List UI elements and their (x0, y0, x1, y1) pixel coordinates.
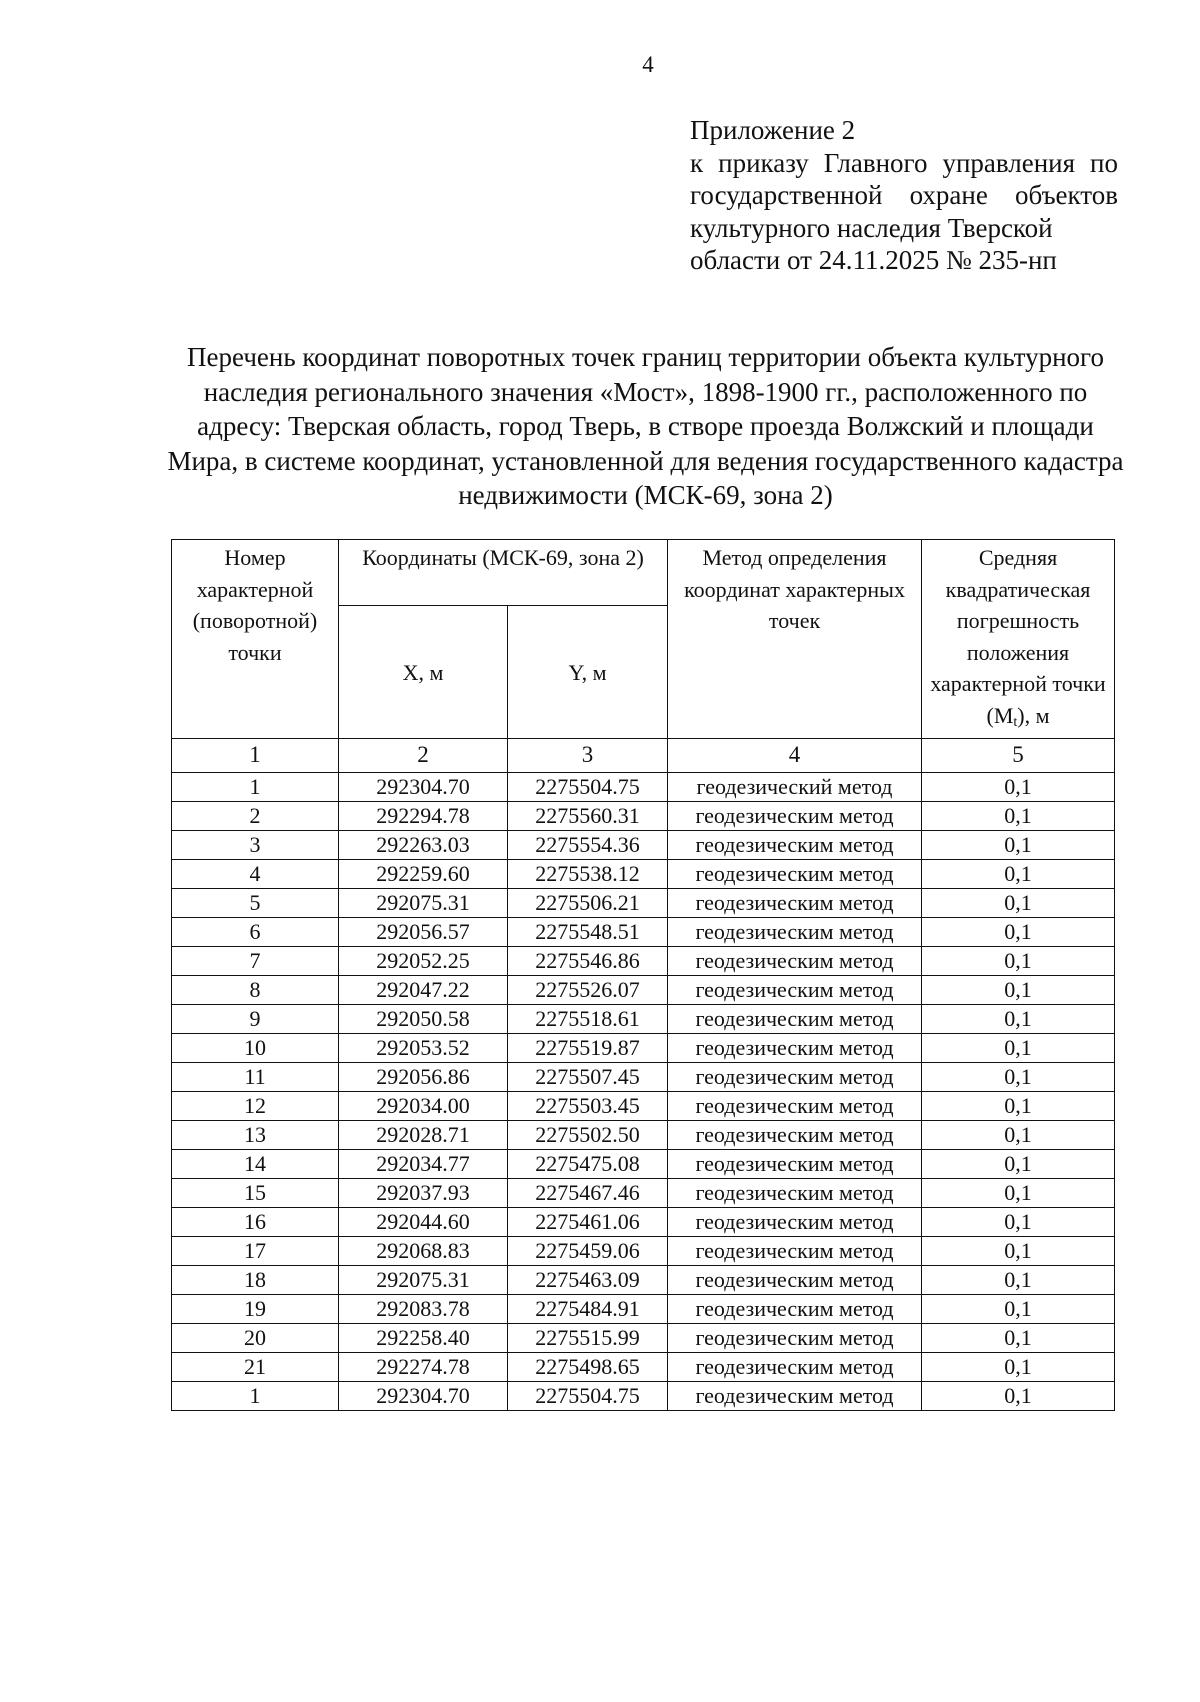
header-error-main: Средняя квадратическая погрешность положения характерной точки (M (930, 545, 1106, 728)
header-error (922, 540, 1115, 739)
table-row (172, 802, 1115, 831)
table-row (172, 1208, 1115, 1237)
y-coordinate-cell: 2275467.46 (508, 1179, 668, 1208)
method-cell: геодезическим метод (668, 1382, 922, 1411)
point-number-cell: 14 (172, 1150, 339, 1179)
header-method: Метод определения координат характерных точек (668, 540, 922, 739)
point-number-cell: 2 (172, 802, 339, 831)
method-cell: геодезическим метод (668, 1266, 922, 1295)
y-coordinate-cell: 2275507.45 (508, 1063, 668, 1092)
method-cell: геодезическим метод (668, 831, 922, 860)
table-row (172, 1237, 1115, 1266)
table-row (172, 947, 1115, 976)
x-coordinate-cell: 292056.86 (339, 1063, 508, 1092)
error-cell: 0,1 (922, 860, 1115, 889)
x-coordinate-cell: 292044.60 (339, 1208, 508, 1237)
column-number: 1 (172, 739, 339, 773)
method-cell: геодезическим метод (668, 802, 922, 831)
x-coordinate-cell: 292034.77 (339, 1150, 508, 1179)
y-coordinate-cell: 2275519.87 (508, 1034, 668, 1063)
column-number: 3 (508, 739, 668, 773)
point-number-cell: 1 (172, 1382, 339, 1411)
method-cell: геодезическим метод (668, 1034, 922, 1063)
y-coordinate-cell: 2275463.09 (508, 1266, 668, 1295)
error-cell: 0,1 (922, 918, 1115, 947)
error-cell: 0,1 (922, 889, 1115, 918)
table-row (172, 773, 1115, 802)
method-cell: геодезическим метод (668, 889, 922, 918)
y-coordinate-cell: 2275546.86 (508, 947, 668, 976)
column-number-row (172, 739, 1115, 773)
error-cell: 0,1 (922, 802, 1115, 831)
point-number-cell: 15 (172, 1179, 339, 1208)
x-coordinate-cell: 292050.58 (339, 1005, 508, 1034)
x-coordinate-cell: 292028.71 (339, 1121, 508, 1150)
x-coordinate-cell: 292304.70 (339, 1382, 508, 1411)
method-cell: геодезическим метод (668, 860, 922, 889)
y-coordinate-cell: 2275560.31 (508, 802, 668, 831)
error-cell: 0,1 (922, 947, 1115, 976)
error-cell: 0,1 (922, 773, 1115, 802)
method-cell: геодезическим метод (668, 1179, 922, 1208)
y-coordinate-cell: 2275503.45 (508, 1092, 668, 1121)
y-coordinate-cell: 2275518.61 (508, 1005, 668, 1034)
method-cell: геодезическим метод (668, 1237, 922, 1266)
appendix-body: к приказу Главного управления по государственной охране объектов культурного наследия Тверской (690, 147, 1118, 243)
table-row (172, 1266, 1115, 1295)
point-number-cell: 3 (172, 831, 339, 860)
method-cell: геодезическим метод (668, 1150, 922, 1179)
x-coordinate-cell: 292075.31 (339, 889, 508, 918)
point-number-cell: 11 (172, 1063, 339, 1092)
method-cell: геодезическим метод (668, 1353, 922, 1382)
y-coordinate-cell: 2275506.21 (508, 889, 668, 918)
header-coordinates: Координаты (МСК-69, зона 2) (339, 540, 668, 606)
x-coordinate-cell: 292056.57 (339, 918, 508, 947)
y-coordinate-cell: 2275515.99 (508, 1324, 668, 1353)
table-row (172, 860, 1115, 889)
page-number: 4 (642, 52, 654, 77)
table-row (172, 1092, 1115, 1121)
method-cell: геодезический метод (668, 773, 922, 802)
header-x: X, м (339, 605, 508, 738)
x-coordinate-cell: 292053.52 (339, 1034, 508, 1063)
x-coordinate-cell: 292068.83 (339, 1237, 508, 1266)
x-coordinate-cell: 292258.40 (339, 1324, 508, 1353)
point-number-cell: 17 (172, 1237, 339, 1266)
document-title: Перечень координат поворотных точек границ территории объекта культурного наследия регионального значения «Мост», 1898-1900 гг., расположенного по адресу: Тверская область, город Тверь, в створе проезда Волжский и площади Мира, в системе координат, установленной для ведения государственного кадастра недвижимости (МСК-69, зона 2) (167, 342, 1124, 510)
error-cell: 0,1 (922, 1237, 1115, 1266)
point-number-cell: 18 (172, 1266, 339, 1295)
error-cell: 0,1 (922, 1121, 1115, 1150)
error-cell: 0,1 (922, 831, 1115, 860)
method-cell: геодезическим метод (668, 1324, 922, 1353)
error-cell: 0,1 (922, 1092, 1115, 1121)
header-error-tail: ), м (1017, 702, 1050, 728)
x-coordinate-cell: 292047.22 (339, 976, 508, 1005)
table-row (172, 1353, 1115, 1382)
table-row (172, 1063, 1115, 1092)
y-coordinate-cell: 2275504.75 (508, 1382, 668, 1411)
y-coordinate-cell: 2275459.06 (508, 1237, 668, 1266)
point-number-cell: 9 (172, 1005, 339, 1034)
x-coordinate-cell: 292034.00 (339, 1092, 508, 1121)
x-coordinate-cell: 292259.60 (339, 860, 508, 889)
column-number: 5 (922, 739, 1115, 773)
column-number: 4 (668, 739, 922, 773)
x-coordinate-cell: 292052.25 (339, 947, 508, 976)
point-number-cell: 19 (172, 1295, 339, 1324)
column-number: 2 (339, 739, 508, 773)
error-cell: 0,1 (922, 1063, 1115, 1092)
y-coordinate-cell: 2275484.91 (508, 1295, 668, 1324)
appendix-label: Приложение 2 (690, 115, 856, 145)
error-cell: 0,1 (922, 976, 1115, 1005)
method-cell: геодезическим метод (668, 1005, 922, 1034)
point-number-cell: 12 (172, 1092, 339, 1121)
header-y: Y, м (508, 605, 668, 738)
error-cell: 0,1 (922, 1295, 1115, 1324)
error-cell: 0,1 (922, 1382, 1115, 1411)
method-cell: геодезическим метод (668, 1295, 922, 1324)
error-cell: 0,1 (922, 1324, 1115, 1353)
error-cell: 0,1 (922, 1266, 1115, 1295)
table-row (172, 1121, 1115, 1150)
method-cell: геодезическим метод (668, 1063, 922, 1092)
y-coordinate-cell: 2275502.50 (508, 1121, 668, 1150)
error-cell: 0,1 (922, 1150, 1115, 1179)
point-number-cell: 21 (172, 1353, 339, 1382)
header-error-sub: t (1013, 714, 1018, 730)
point-number-cell: 7 (172, 947, 339, 976)
x-coordinate-cell: 292075.31 (339, 1266, 508, 1295)
point-number-cell: 8 (172, 976, 339, 1005)
point-number-cell: 16 (172, 1208, 339, 1237)
appendix-header (690, 114, 1118, 277)
point-number-cell: 6 (172, 918, 339, 947)
table-row (172, 831, 1115, 860)
point-number-cell: 4 (172, 860, 339, 889)
y-coordinate-cell: 2275554.36 (508, 831, 668, 860)
method-cell: геодезическим метод (668, 1092, 922, 1121)
point-number-cell: 5 (172, 889, 339, 918)
point-number-cell: 1 (172, 773, 339, 802)
error-cell: 0,1 (922, 1034, 1115, 1063)
table-row (172, 1034, 1115, 1063)
appendix-order-date: области от 24.11.2025 № 235-нп (690, 245, 1057, 275)
method-cell: геодезическим метод (668, 918, 922, 947)
point-number-cell: 20 (172, 1324, 339, 1353)
error-cell: 0,1 (922, 1208, 1115, 1237)
table-row (172, 918, 1115, 947)
coordinates-table (171, 539, 1115, 1411)
y-coordinate-cell: 2275504.75 (508, 773, 668, 802)
error-cell: 0,1 (922, 1353, 1115, 1382)
table-row (172, 1179, 1115, 1208)
x-coordinate-cell: 292294.78 (339, 802, 508, 831)
x-coordinate-cell: 292274.78 (339, 1353, 508, 1382)
table-row (172, 1150, 1115, 1179)
table-row (172, 1382, 1115, 1411)
method-cell: геодезическим метод (668, 1208, 922, 1237)
x-coordinate-cell: 292083.78 (339, 1295, 508, 1324)
y-coordinate-cell: 2275526.07 (508, 976, 668, 1005)
table-row (172, 976, 1115, 1005)
y-coordinate-cell: 2275498.65 (508, 1353, 668, 1382)
y-coordinate-cell: 2275461.06 (508, 1208, 668, 1237)
table-row (172, 1324, 1115, 1353)
table-body (172, 773, 1115, 1411)
y-coordinate-cell: 2275538.12 (508, 860, 668, 889)
point-number-cell: 10 (172, 1034, 339, 1063)
table-row (172, 1005, 1115, 1034)
point-number-cell: 13 (172, 1121, 339, 1150)
y-coordinate-cell: 2275475.08 (508, 1150, 668, 1179)
x-coordinate-cell: 292304.70 (339, 773, 508, 802)
method-cell: геодезическим метод (668, 976, 922, 1005)
y-coordinate-cell: 2275548.51 (508, 918, 668, 947)
method-cell: геодезическим метод (668, 947, 922, 976)
error-cell: 0,1 (922, 1179, 1115, 1208)
error-cell: 0,1 (922, 1005, 1115, 1034)
table-row (172, 1295, 1115, 1324)
x-coordinate-cell: 292263.03 (339, 831, 508, 860)
method-cell: геодезическим метод (668, 1121, 922, 1150)
table-row (172, 889, 1115, 918)
header-point-number: Номер характерной (поворотной) точки (172, 540, 339, 739)
x-coordinate-cell: 292037.93 (339, 1179, 508, 1208)
